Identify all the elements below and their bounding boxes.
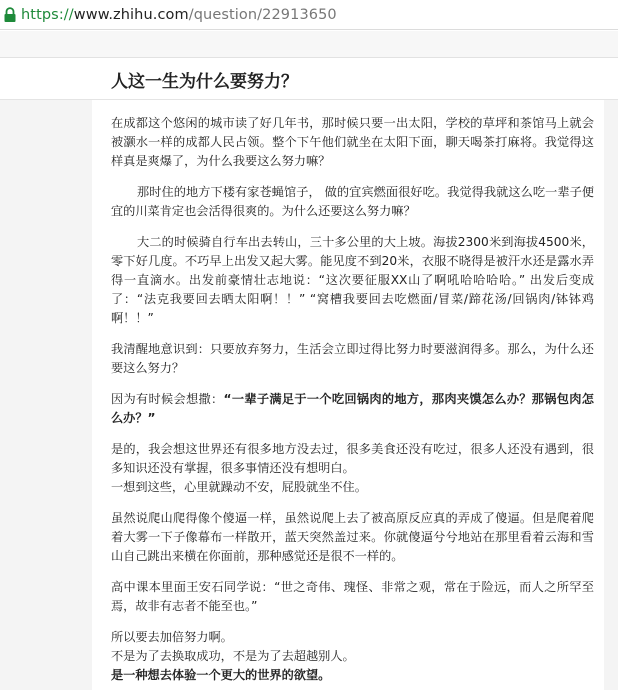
answer-paragraph bbox=[111, 390, 594, 428]
lock-icon bbox=[3, 7, 17, 23]
answer-paragraph: 大二的时候骑自行车出去转山，三十多公里的大上坡。海拔2300米到海拔4500米，零下好几度。不巧早上出发又起大雾。能见度不到20米，衣服不晓得是被汗水还是露水弄得一直滴水。出发前豪情壮志地说：“这次要征服XX山了啊吼哈哈哈哈。” 出发后变成了：“法克我要回去晒太阳啊！！” “窝槽我要回去吃燃面/冒菜/蹄花汤/回锅肉/钵钵鸡啊！！” bbox=[111, 235, 594, 325]
answer-paragraph bbox=[111, 628, 594, 685]
question-title: 人这一生为什么要努力？ bbox=[111, 72, 298, 92]
answer-bold-line: 是一种想去体验一个更大的世界的欲望。 bbox=[111, 668, 331, 682]
answer-paragraph: 虽然说爬山爬得像个傻逼一样，虽然说爬上去了被高原反应真的弄成了傻逼。但是爬着爬着大雾一下子像幕布一样散开，蓝天突然盖过来。你就傻逼兮兮地站在那里看着云海和雪山自己跳出来横在你面前，那种感觉还是很不一样的。 bbox=[111, 511, 594, 563]
answer-paragraph: 高中课本里面王安石同学说：“世之奇伟、瑰怪、非常之观，常在于险远，而人之所罕至焉，故非有志者不能至也。” bbox=[111, 580, 594, 613]
answer-paragraph bbox=[111, 440, 594, 497]
url-scheme: https:// bbox=[21, 6, 74, 23]
answer-line: 所以要去加倍努力啊。 bbox=[111, 630, 233, 644]
url-host: www.zhihu.com bbox=[73, 6, 189, 23]
answer-paragraph: 在成都这个悠闲的城市读了好几年书，那时候只要一出太阳，学校的草坪和茶馆马上就会被灏水一样的成都人民占领。整个下午他们就坐在太阳下面，聊天喝茶打麻将。我觉得这样真是爽爆了，为什么我要这么努力嘛？ bbox=[111, 116, 594, 168]
answer-paragraph: 那时住的地方下楼有家苍蝇馆子， 做的宜宾燃面很好吃。我觉得我就这么吃一辈子便宜的川菜肯定也会活得很爽的。为什么还要这么努力嘛？ bbox=[111, 185, 594, 218]
answer-bold-quote: “一辈子满足于一个吃回锅肉的地方，那肉夹馍怎么办？那锅包肉怎么办？” bbox=[111, 392, 594, 425]
left-gutter bbox=[0, 100, 92, 690]
answer-line: 不是为了去换取成功，不是为了去超越别人。 bbox=[111, 649, 355, 663]
url-path: /question/22913650 bbox=[188, 6, 337, 23]
answer-content bbox=[111, 114, 594, 697]
answer-line: 是的，我会想这世界还有很多地方没去过，很多美食还没有吃过，很多人还没有遇到，很多知识还没有掌握，很多事情还没有想明白。 bbox=[111, 442, 594, 475]
answer-line: 一想到这些，心里就躁动不安，屁股就坐不住。 bbox=[111, 480, 367, 494]
address-bar[interactable] bbox=[0, 0, 618, 30]
question-header bbox=[0, 58, 618, 100]
answer-paragraph: 我清醒地意识到：只要放弃努力，生活会立即过得比努力时要滋润得多。那么，为什么还要这么努力？ bbox=[111, 342, 594, 375]
address-url[interactable] bbox=[21, 7, 337, 23]
right-gutter bbox=[604, 100, 618, 690]
page-top-strip bbox=[0, 31, 618, 58]
answer-lead-text: 因为有时候会想撒： bbox=[111, 392, 224, 406]
